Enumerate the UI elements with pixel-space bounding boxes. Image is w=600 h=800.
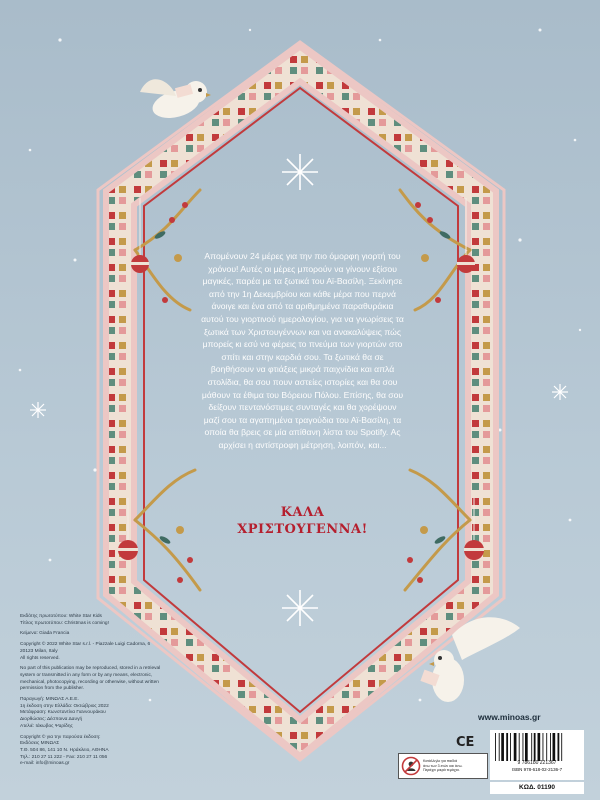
credit-line: Τηλ.: 210 27 11 222 - Fax: 210 27 11 056 (20, 754, 108, 760)
headline (200, 504, 405, 538)
credit-line: Μετάφραση: Κωνσταντίνα Γιαννουράκου (20, 710, 106, 716)
credit-line: Εκδότης πρωτοτύπου: White Star Kids (20, 614, 102, 619)
credit-line: Παραγωγή: ΜΙΝΩΑΣ Α.Ε.Ε. (20, 697, 79, 703)
description-text: Απομένουν 24 μέρες για την πιο όμορφη γιορτή του χρόνου! Αυτές οι μέρες μπορούν να γίνουν εξίσου μαγικές, παρέα με τα ξωτικά του Αϊ-Βασίλη. Ξεκίνησε από την 1η Δεκεμβρίου και κάθε μέρα που περνά άνοιγε και ένα από τα αριθμημένα παραθυράκια αυτού του γιορτινού ημερολογίου, για να γνωρίσεις τα ξωτικά των Χριστουγέννων και να ανακαλύψεις πώς μπορείς κι εσύ να φέρεις το πνεύμα των γιορτών στο σπίτι και στην καρδιά σου. Τα ξωτικά θα σε βοηθήσουν να φτιάξεις μικρά παιχνίδια και απλά στολίδια, θα σου πουν αστείες ιστορίες και θα σου μάθουν τα έθιμα του Βόρειου Πόλου. Επίσης, θα σου δείξουν πεντανόστιμες συνταγές και θα χορέψουν μαζί σου τα αγαπημένα τραγούδια του Αϊ-Βασίλη, τα οποία θα βρεις σε μία απίθανη λίστα του Spotify. Ας αρχίσει η αντίστροφη μέτρηση, λοιπόν, και... (201, 251, 404, 450)
credit-line: Copyright © 2022 White Star s.r.l. - Piazzale Luigi Cadorna, 6 (20, 642, 151, 648)
credit-line: permission from the publisher. (20, 686, 84, 692)
credits-block (20, 614, 200, 768)
credit-line: Τίτλος πρωτοτύπου: Christmas is coming! (20, 620, 109, 626)
credit-line: mechanical, photocopying, recording or otherwise, without written (20, 679, 159, 685)
credit-line: Εκδόσεις ΜΙΝΩΑΣ (20, 741, 60, 747)
isbn-barcode (490, 730, 584, 780)
credit-line: system or transmitted in any form or by any means, electronic, (20, 672, 153, 678)
isbn-number: 9 786180 221367 (517, 760, 557, 766)
product-code: ΚΩΔ. 01190 (490, 782, 584, 794)
age-warning-label (398, 753, 488, 779)
credit-line: All rights reserved. (20, 655, 60, 661)
credit-line: 20123 Milan, Italy (20, 648, 58, 654)
credit-line: Τ.Θ. 504 86, 141 10 Ν. Ηράκλειο, ΑΘΗΝΑ (20, 747, 109, 753)
headline-line-1: ΚΑΛΑ (280, 505, 325, 520)
credit-line: 1η έκδοση στην Ελλάδα: Οκτώβριος 2022 (20, 703, 109, 709)
age-warning-icon (401, 756, 421, 776)
credit-line: Κείμενα: Giada Francia (20, 631, 70, 637)
barcode-icon (494, 733, 580, 761)
publisher-website: www.minoas.gr (478, 712, 541, 722)
credit-line: Ατελιέ: Ιάκωβος Ψαρίδης (20, 723, 73, 729)
age-warning-text: Κατάλληλο για παιδιά άνω των 3 ετών και άνω. Περιέχει μικρά τεμάχια. (423, 759, 463, 773)
ce-mark-icon: CE (456, 735, 475, 750)
credit-line: Copyright © για την παρούσα έκδοση: (20, 734, 101, 740)
description-block (200, 250, 405, 452)
credit-line: e-mail: info@minoas.gr (20, 761, 70, 767)
credit-line: No part of this publication may be reproduced, stored in a retrieval (20, 666, 161, 672)
isbn-text: ISBN 978-618-02-2136-7 (511, 767, 563, 772)
headline-line-2: ΧΡΙΣΤΟΥΓΕΝΝΑ! (237, 522, 368, 537)
credit-line: Διορθώσεις: Δέσποινα Δαυγή (20, 717, 83, 723)
